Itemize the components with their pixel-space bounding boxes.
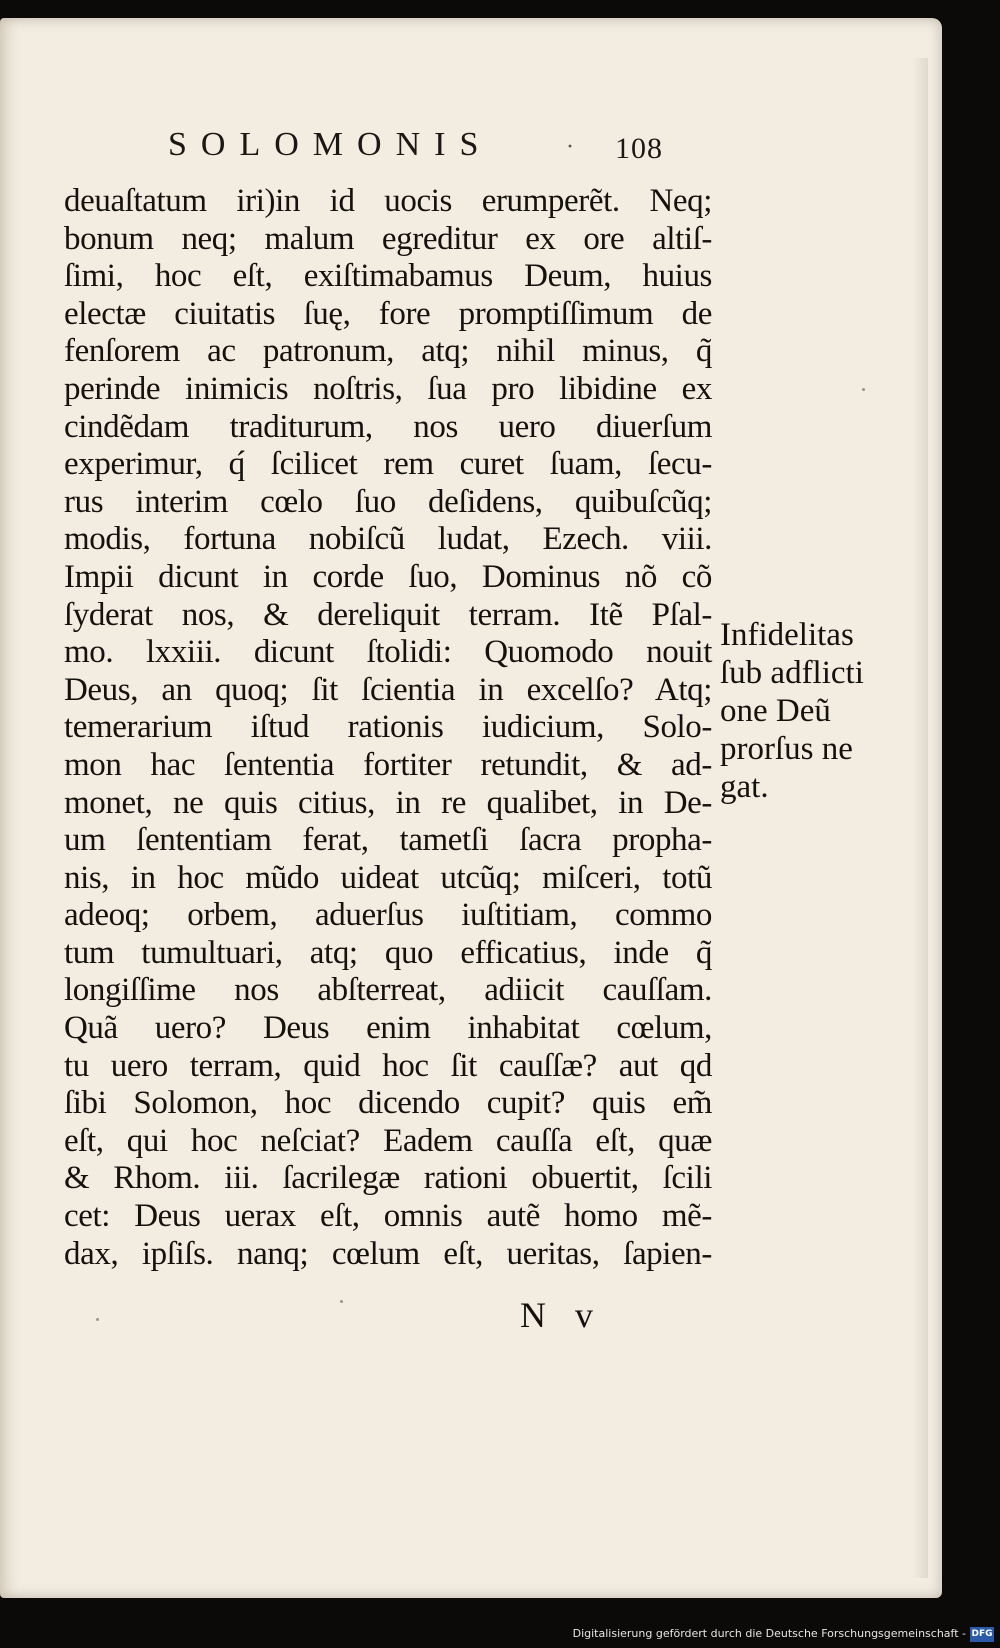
text-line: perinde inimicis noſtris, ſua pro libidine ex bbox=[64, 370, 712, 407]
marginal-line: prorſus ne bbox=[720, 731, 853, 767]
text-line: deuaſtatum iri)in id uocis erumperẽt. Neq; bbox=[64, 183, 712, 219]
text-line: modis, fortuna nobiſcũ ludat, Ezech. viii. bbox=[64, 521, 712, 558]
folio-number: 108 bbox=[615, 132, 663, 165]
book-page bbox=[0, 18, 942, 1598]
text-line: ſimi, hoc eſt, exiſtimabamus Deum, huius bbox=[64, 258, 712, 295]
marginal-line: ſub adflicti bbox=[720, 655, 864, 691]
page-edge-shadow bbox=[912, 58, 928, 1578]
paper-speck bbox=[340, 1300, 343, 1303]
text-line: dax, ipſiſs. nanq; cœlum eſt, ueritas, ſapien- bbox=[64, 1235, 712, 1272]
text-line: longiſſime nos abſterreat, adiicit cauſſam. bbox=[64, 972, 712, 1009]
marginal-line: gat. bbox=[720, 769, 769, 805]
text-line: cindẽdam traditurum, nos uero diuerſum bbox=[64, 408, 712, 445]
text-line: adeoq; orbem, aduerſus iuſtitiam, commo bbox=[64, 897, 712, 934]
text-line: experimur, q́ ſcilicet rem curet ſuam, ſecu- bbox=[64, 446, 712, 483]
text-line: rus interim cœlo ſuo deſidens, quibuſcũq; bbox=[64, 483, 712, 520]
main-text-block bbox=[64, 183, 712, 1273]
funding-credit: Digitalisierung gefördert durch die Deutsche Forschungsgemeinschaft - bbox=[572, 1627, 966, 1640]
paper-speck bbox=[862, 388, 865, 391]
text-line: bonum neq; malum egreditur ex ore altiſ- bbox=[64, 220, 712, 257]
text-line: ſibi Solomon, hoc dicendo cupit? quis em̃ bbox=[64, 1085, 712, 1122]
text-line: Impii dicunt in corde ſuo, Dominus nõ cõ bbox=[64, 558, 712, 595]
running-title: SOLOMONIS bbox=[168, 126, 493, 163]
text-line: mo. lxxiii. dicunt ſtolidi: Quomodo nouit bbox=[64, 634, 712, 671]
marginal-line: one Deũ bbox=[720, 693, 831, 729]
text-line: cet: Deus uerax eſt, omnis autẽ homo mẽ- bbox=[64, 1198, 712, 1235]
text-line: monet, ne quis citius, in re qualibet, in De- bbox=[64, 784, 712, 821]
text-line: & Rhom. iii. ſacrilegæ rationi obuertit, ſcili bbox=[64, 1160, 712, 1197]
text-line: electæ ciuitatis ſuę, fore promptiſſimum de bbox=[64, 295, 712, 332]
text-line: nis, in hoc mũdo uideat utcũq; miſceri, totũ bbox=[64, 859, 712, 896]
dfg-logo: DFG bbox=[970, 1627, 994, 1642]
text-line: tum tumultuari, atq; quo efficatius, inde q̃ bbox=[64, 934, 712, 971]
text-line: fenſorem ac patronum, atq; nihil minus, q̃ bbox=[64, 333, 712, 370]
marginal-note bbox=[720, 616, 900, 806]
signature-mark: N v bbox=[520, 1295, 603, 1335]
footer-bar bbox=[0, 1618, 1000, 1648]
text-line: Deus, an quoq; ſit ſcientia in excelſo? Atq; bbox=[64, 671, 712, 708]
marginal-line: Infidelitas bbox=[720, 617, 854, 653]
folio-separator: · bbox=[566, 134, 574, 160]
text-line: um ſententiam ferat, tametſi ſacra propha- bbox=[64, 822, 712, 859]
text-line: Quã uero? Deus enim inhabitat cœlum, bbox=[64, 1010, 712, 1047]
text-line: ſyderat nos, & dereliquit terram. Itẽ Pſal- bbox=[64, 596, 712, 633]
paper-speck bbox=[96, 1318, 99, 1321]
text-line: mon hac ſententia fortiter retundit, & ad- bbox=[64, 746, 712, 783]
text-line: temerarium iſtud rationis iudicium, Solo- bbox=[64, 709, 712, 746]
text-line: tu uero terram, quid hoc ſit cauſſæ? aut qd bbox=[64, 1047, 712, 1084]
text-line: eſt, qui hoc neſciat? Eadem cauſſa eſt, quæ bbox=[64, 1122, 712, 1159]
